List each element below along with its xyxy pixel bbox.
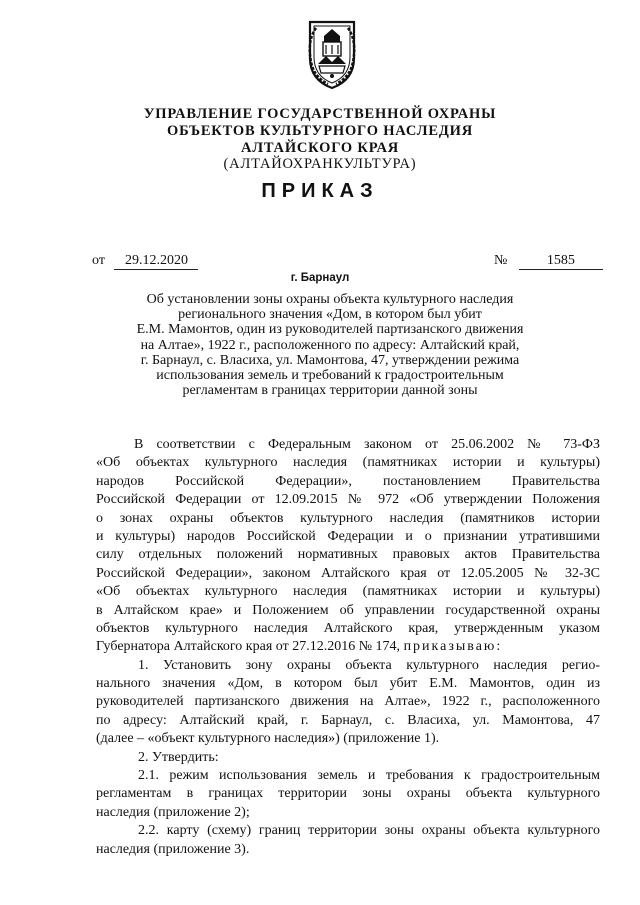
order-subject: [110, 292, 550, 398]
subject-line: использования земель и требований к градостроительным: [156, 368, 504, 384]
paragraph-1-line: Российской Федерации от 12.09.2015 № 972 «Об утверждении Положения: [96, 492, 600, 508]
org-name-line-3: АЛТАЙСКОГО КРАЯ: [240, 140, 400, 156]
paragraph-2-line: нального значения «Дом, в котором был убит Е.М. Мамонтов, один из: [96, 676, 600, 692]
order-date: 29.12.2020: [114, 253, 198, 270]
paragraph-1-last-line: [96, 638, 600, 656]
paragraph-2-line: по адресу: Алтайский край, г. Барнаул, с. Власиха, ул. Мамонтова, 47: [96, 712, 600, 728]
paragraph-1-line: силу отдельных положений нормативных правовых актов Правительства: [96, 547, 600, 563]
paragraph-1-line: и культуры) народов Российской Федерации и о признании утратившими: [96, 528, 600, 544]
paragraph-3: 2. Утвердить:: [138, 749, 219, 765]
number-prefix: №: [494, 253, 508, 268]
subject-line: Об установлении зоны охраны объекта культурного наследия: [146, 292, 514, 307]
subject-line: г. Барнаул, с. Власиха, ул. Мамонтова, 47, утверждении режима: [140, 352, 520, 368]
date-block: [92, 253, 198, 270]
paragraph-1-line: народов Российской Федерации», постановлением Правительства: [96, 473, 600, 489]
paragraph-1-line: «Об объектах культурного наследия (памятниках истории и культуры): [96, 584, 600, 600]
city-label: г. Барнаул: [290, 272, 350, 284]
paragraph-4-line: наследия (приложение 2);: [96, 804, 250, 820]
paragraph-1-line: о зонах охраны объектов культурного наследия (памятников истории: [96, 510, 600, 526]
org-name-line-2: ОБЪЕКТОВ КУЛЬТУРНОГО НАСЛЕДИЯ: [167, 123, 473, 139]
paragraph-2-line: (далее – «объект культурного наследия») (приложение 1).: [96, 731, 440, 747]
paragraph-4-line: регламентам в границах территории зоны охраны объекта культурного: [96, 786, 600, 802]
number-block: [494, 253, 603, 270]
paragraph-1-line: объектов культурного наследия Алтайского края, утвержденным указом: [96, 620, 600, 636]
paragraph-2-line: руководителей партизанского движения на Алтае», 1922 г., расположенного: [96, 694, 600, 710]
paragraph-2-line: 1. Установить зону охраны объекта культурного наследия регио-: [138, 657, 600, 673]
order-body: [96, 436, 600, 859]
paragraph-5-line: наследия (приложение 3).: [96, 841, 250, 857]
subject-line: на Алтае», 1922 г., расположенного по адресу: Алтайский край,: [140, 337, 520, 353]
paragraph-4-line: 2.1. режим использования земель и требования к градостроительным: [138, 768, 600, 784]
paragraph-1-line: в Алтайском крае» и Положением об управлении государственной охраны: [96, 602, 600, 618]
paragraph-1-line: «Об объектах культурного наследия (памятниках истории и культуры): [96, 455, 600, 471]
order-verb: приказываю:: [403, 639, 503, 655]
subject-line: Е.М. Мамонтов, один из руководителей партизанского движения: [136, 322, 524, 338]
paragraph-5-line: 2.2. карту (схему) границ территории зоны охраны объекта культурного: [138, 823, 600, 839]
paragraph-1-tail: Губернатора Алтайского края от 27.12.2016 № 174,: [96, 639, 401, 655]
date-prefix: от: [92, 253, 105, 268]
org-short-name: (АЛТАЙОХРАНКУЛЬТУРА): [223, 156, 417, 172]
coat-of-arms-icon: [302, 18, 362, 90]
subject-line: регионального значения «Дом, в котором был убит: [178, 307, 482, 323]
paragraph-1-line: В соответствии с Федеральным законом от 25.06.2002 № 73-ФЗ: [134, 437, 600, 452]
document-title: ПРИКАЗ: [261, 180, 379, 202]
subject-line: регламентам в границах территории данной зоны: [182, 383, 478, 399]
paragraph-1-line: Российской Федерации», законом Алтайского края от 12.05.2005 № 32-ЗС: [96, 565, 600, 581]
org-name-line-1: УПРАВЛЕНИЕ ГОСУДАРСТВЕННОЙ ОХРАНЫ: [143, 106, 497, 122]
order-number: 1585: [519, 253, 603, 270]
